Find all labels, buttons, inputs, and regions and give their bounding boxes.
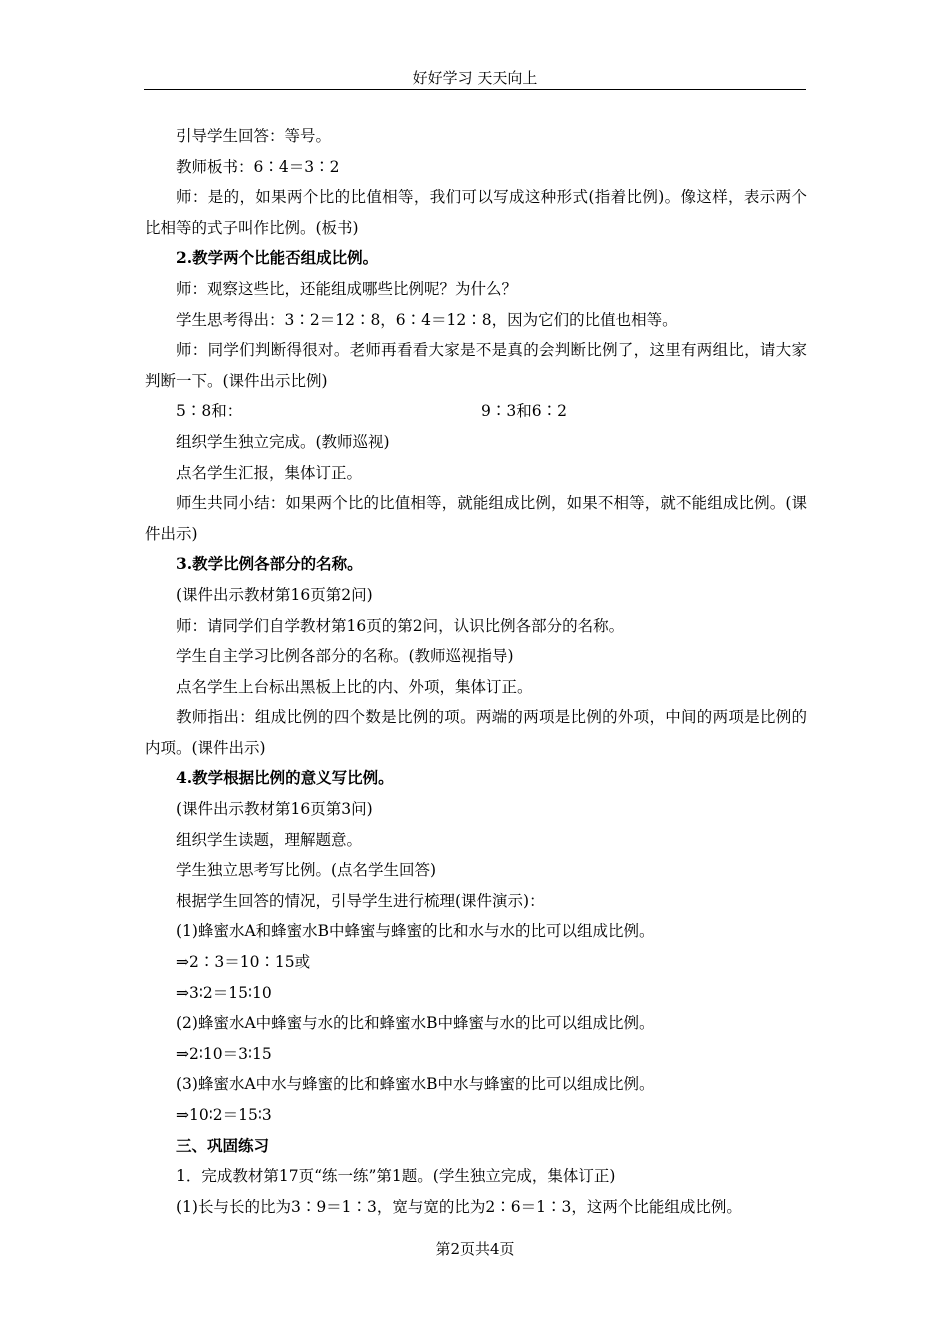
paragraph: 师：观察这些比，还能组成哪些比例呢？为什么？ <box>176 279 518 298</box>
ratio-pairs-row <box>145 396 807 427</box>
paragraph: (1)蜂蜜水A和蜂蜜水B中蜂蜜与蜂蜜的比和水与水的比可以组成比例。 <box>176 922 655 941</box>
paragraph: 师：是的，如果两个比的比值相等，我们可以写成这种形式(指着比例)。像这样，表示两个比相等的式子叫作比例。(板书) <box>145 188 807 237</box>
paragraph: ⇒10∶2＝15∶3 <box>176 1106 272 1124</box>
paragraph: 引导学生回答：等号。 <box>176 127 332 145</box>
paragraph: 教师指出：组成比例的四个数是比例的项。两端的两项是比例的外项，中间的两项是比例的内项。(课件出示) <box>145 708 807 757</box>
section-heading: 4.教学根据比例的意义写比例。 <box>176 768 394 788</box>
paragraph: (课件出示教材第16页第3问) <box>176 800 373 819</box>
page-header: 好好学习 天天向上 <box>412 69 538 87</box>
paragraph: 1．完成教材第17页“练一练”第1题。(学生独立完成，集体订正) <box>176 1167 616 1186</box>
paragraph: 点名学生汇报，集体订正。 <box>176 463 363 482</box>
paragraph: 学生自主学习比例各部分的名称。(教师巡视指导) <box>176 647 514 666</box>
paragraph: 学生思考得出：3∶2＝12∶8，6∶4＝12∶8，因为它们的比值也相等。 <box>176 310 678 329</box>
paragraph: 师生共同小结：如果两个比的比值相等，就能组成比例，如果不相等，就不能组成比例。(课件出示) <box>145 494 807 543</box>
paragraph: 组织学生独立完成。(教师巡视) <box>176 432 390 451</box>
paragraph: 根据学生回答的情况，引导学生进行梳理(课件演示)： <box>176 891 545 910</box>
paragraph: (3)蜂蜜水A中水与蜂蜜的比和蜂蜜水B中水与蜂蜜的比可以组成比例。 <box>176 1075 655 1094</box>
document-body <box>145 121 807 1222</box>
paragraph: 学生独立思考写比例。(点名学生回答) <box>176 861 437 880</box>
paragraph: ⇒2∶3＝10∶15或 <box>176 953 311 972</box>
paragraph: ⇒3∶2＝15∶10 <box>176 983 272 1002</box>
page-footer: 第2页共4页 <box>435 1240 515 1258</box>
ratio-pair-1: 5∶8和： <box>176 402 243 421</box>
paragraph: 师：请同学们自学教材第16页的第2问，认识比例各部分的名称。 <box>176 616 625 635</box>
section-heading: 2.教学两个比能否组成比例。 <box>176 248 379 268</box>
paragraph: (课件出示教材第16页第2问) <box>176 585 373 604</box>
section-heading: 3.教学比例各部分的名称。 <box>176 554 363 574</box>
ratio-pair-2: 9∶3和6∶2 <box>481 402 567 421</box>
paragraph: 师：同学们判断得很对。老师再看看大家是不是真的会判断比例了，这里有两组比，请大家判断一下。(课件出示比例) <box>145 341 807 390</box>
paragraph: 教师板书：6∶4＝3∶2 <box>176 157 340 176</box>
paragraph: 组织学生读题，理解题意。 <box>176 830 363 849</box>
paragraph: (1)长与长的比为3∶9＝1∶3，宽与宽的比为2∶6＝1∶3，这两个比能组成比例。 <box>176 1197 742 1216</box>
header-divider <box>144 89 806 90</box>
paragraph: ⇒2∶10＝3∶15 <box>176 1044 272 1063</box>
section-heading: 三、巩固练习 <box>176 1135 270 1155</box>
paragraph: 点名学生上台标出黑板上比的内、外项，集体订正。 <box>176 677 533 696</box>
paragraph: (2)蜂蜜水A中蜂蜜与水的比和蜂蜜水B中蜂蜜与水的比可以组成比例。 <box>176 1014 655 1033</box>
